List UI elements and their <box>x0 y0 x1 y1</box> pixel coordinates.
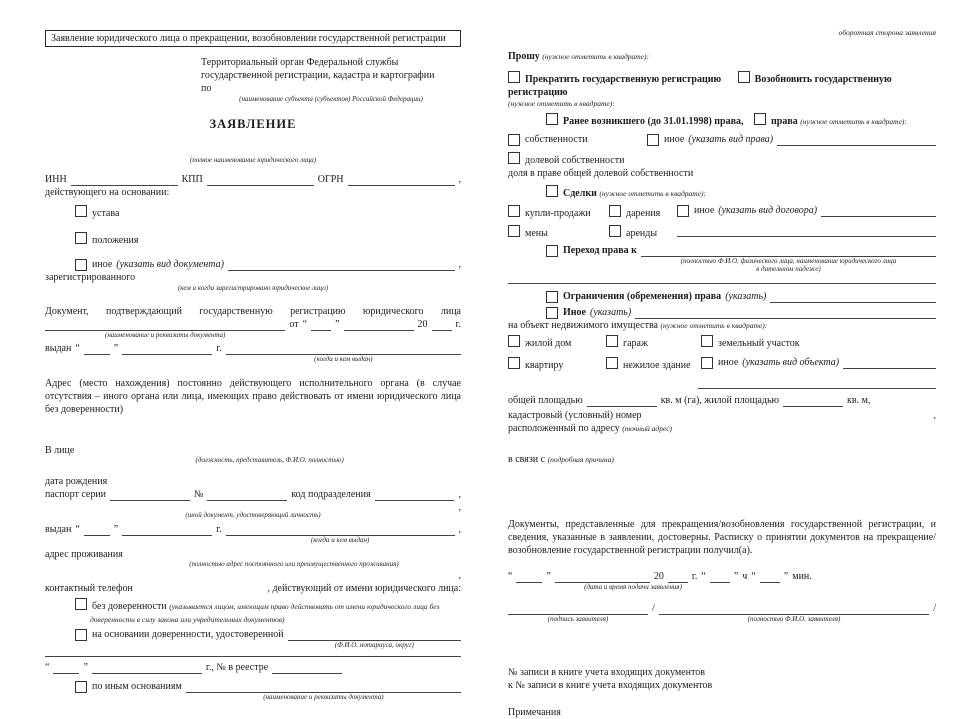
basis-option-regulation <box>75 231 461 247</box>
deals-label: Сделки <box>563 187 597 199</box>
exchange-option <box>508 224 609 240</box>
slash: / <box>652 602 655 614</box>
reestr-day-field[interactable] <box>53 661 79 674</box>
quote-mark: “ <box>751 571 756 582</box>
number-sign: № <box>193 488 204 500</box>
acting-label: , действующий от имени юридического лица: <box>267 583 461 594</box>
checkbox-zemelny-uchastok[interactable] <box>701 335 713 347</box>
year-field[interactable] <box>432 318 452 331</box>
minute-label: мин. <box>792 571 812 582</box>
signature-row <box>508 602 936 624</box>
g-label: г. <box>216 523 222 535</box>
sale-option <box>508 204 609 220</box>
area-row <box>508 394 936 407</box>
checkbox-kvartira[interactable] <box>508 357 520 369</box>
fio-field-wrap <box>659 602 929 624</box>
passport-row <box>45 488 461 501</box>
checkbox-nezhiloe-zdanie[interactable] <box>606 357 618 369</box>
kpp-label: КПП <box>181 173 203 185</box>
checkbox-dolevaya[interactable] <box>508 152 520 164</box>
deal-types-row-1 <box>508 204 936 220</box>
phone-label: контактный телефон <box>45 583 133 594</box>
poa-option <box>75 628 461 650</box>
rent-label: аренды <box>626 227 658 239</box>
issued-month-field[interactable] <box>122 342 212 355</box>
quote-mark: ” <box>113 523 119 535</box>
date-row <box>508 570 936 583</box>
restrictions-field[interactable] <box>770 290 936 303</box>
mark-hint: (нужное отметить в квадрате): <box>599 188 707 198</box>
kpp-field[interactable] <box>207 173 314 186</box>
signature-caption: (подпись заявителя) <box>547 614 609 623</box>
org-name-caption: (полное наименование юридического лица) <box>189 156 317 164</box>
reestr-number-field[interactable] <box>272 661 342 674</box>
proshu-line <box>508 50 936 63</box>
checkbox-meny[interactable] <box>508 225 520 237</box>
quote-mark: ” <box>733 571 739 582</box>
page-title: ЗАЯВЛЕНИЕ <box>209 116 297 131</box>
reestr-month-field[interactable] <box>92 661 202 674</box>
g-label: г. <box>691 571 698 582</box>
flat-label: квартиру <box>525 360 564 371</box>
day-field[interactable] <box>311 318 331 331</box>
comma: , <box>458 258 461 270</box>
authority-caption: (наименование субъекта (субъектов) Российской Федерации) <box>239 95 423 103</box>
spacer <box>816 570 936 582</box>
quote-mark: “ <box>701 571 706 582</box>
shared-label: долевой собственности <box>525 154 625 166</box>
gift-label: дарения <box>626 207 661 219</box>
doc-confirm-fields <box>45 318 461 340</box>
inoe-pravo-field[interactable] <box>777 133 936 146</box>
inn-kpp-ogrn-row <box>45 173 461 186</box>
birth-date-label: дата рождения <box>45 475 108 487</box>
date-caption: (дата и время подачи заявления) <box>584 583 682 591</box>
checkbox-vozobnovit[interactable] <box>738 71 750 83</box>
registered-caption: (кем и когда зарегистрировано юридическое лицо) <box>177 283 329 292</box>
checkbox-polozheniya[interactable] <box>75 232 87 244</box>
other-field[interactable] <box>635 306 936 319</box>
no-poa-label: без доверенности <box>92 601 167 612</box>
transfer-row <box>546 244 936 275</box>
checkbox-arendy[interactable] <box>609 225 621 237</box>
restrictions-row <box>546 290 936 303</box>
residence-caption: (полностью адрес постоянного или преимущественного проживания) <box>189 560 399 569</box>
v-litse-field[interactable] <box>78 444 461 456</box>
fio-caption: (полностью Ф.И.О. заявителя) <box>747 614 841 623</box>
inoy-dogovor-label: иное <box>694 204 715 216</box>
poa-label: на основании доверенности, удостоверенной <box>92 629 284 640</box>
id-issued-by-wrap <box>226 523 455 545</box>
id-issued-by-field[interactable] <box>226 523 455 536</box>
notes-label: Примечания <box>508 706 561 718</box>
transfer-label: Переход права к <box>563 244 637 256</box>
garage-option <box>606 334 701 350</box>
no-poa-option <box>75 597 461 626</box>
other-row <box>546 306 936 319</box>
page-back <box>508 0 936 719</box>
other-id-caption: (иной документ, удостоверяющий личность) <box>185 510 321 519</box>
mark-hint: (нужное отметить в квадрате): <box>660 321 768 330</box>
quote-mark: ” <box>113 343 119 355</box>
authority-name: Территориальный орган Федеральной службы государственной регистрации, кадастра и картографии <box>201 57 435 81</box>
unit-code-field[interactable] <box>375 488 455 501</box>
notary-field[interactable] <box>288 628 461 641</box>
quote-mark: ” <box>546 571 551 582</box>
land-label: земельный участок <box>718 338 800 349</box>
inn-label: ИНН <box>45 173 67 185</box>
slash: / <box>933 602 936 614</box>
reestr-row <box>45 661 461 674</box>
shared-ownership-row <box>508 151 936 167</box>
cadastre-row <box>508 409 936 422</box>
house-label: жилой дом <box>525 338 572 349</box>
checkbox-inoe-dokument[interactable] <box>75 259 87 271</box>
fio-field[interactable] <box>659 602 929 615</box>
proshu-label: Прошу <box>508 50 540 62</box>
checkbox-sdelki[interactable] <box>546 185 558 197</box>
year-20: 20 <box>417 318 428 330</box>
restrictions-label: Ограничения (обременения) права <box>563 291 722 302</box>
inoy-obekt-field[interactable] <box>843 356 936 369</box>
v-litse-caption: (должность, представитель, Ф.И.О. полностью) <box>195 456 344 464</box>
id-issued-by-caption: (когда и кем выдан) <box>310 535 370 544</box>
object-types-row-2 <box>508 356 936 372</box>
quote-mark: “ <box>75 343 80 355</box>
residence-field[interactable] <box>127 548 461 560</box>
early-label: Ранее возникшего (до 31.01.1998) права, <box>563 115 744 127</box>
other-label: Иное <box>563 307 586 318</box>
vydan-label: выдан <box>45 523 72 535</box>
g-label: г. <box>455 318 461 330</box>
docs-confirmation-paragraph: Документы, представленные для прекращения/возобновления государственной регистрации, и сведения, указанные в заявлении, достоверны. Расписку о принятии документов на прекращение/возобновление государственной регистрации получил(а). <box>508 519 936 556</box>
inoy-dogovor-hint: (указать вид договора) <box>718 204 818 216</box>
continuation-line[interactable] <box>45 656 461 657</box>
unit-code-label: код подразделения <box>291 488 371 500</box>
ot-label: от <box>289 318 299 330</box>
mark-hint: (нужное отметить в квадрате): <box>800 116 907 126</box>
checkbox-ogranicheniya[interactable] <box>546 291 558 303</box>
total-area-field[interactable] <box>587 394 657 407</box>
early-right-row <box>546 112 936 128</box>
back-side-note: оборотная сторона заявления <box>838 28 936 37</box>
id-issued-month-field[interactable] <box>122 523 212 536</box>
doc-name-caption: (наименование и реквизиты документа) <box>104 330 226 339</box>
passport-number-field[interactable] <box>207 488 287 501</box>
v-litse-row <box>45 444 461 465</box>
checkbox-inoe-2[interactable] <box>546 307 558 319</box>
vydan-label: выдан <box>45 343 72 355</box>
located-label: расположенный по адресу <box>508 423 620 434</box>
inoy-obekt-hint: (указать вид объекта) <box>742 357 840 368</box>
basis-option-other <box>75 258 461 271</box>
object-extra-line <box>508 376 936 389</box>
passport-series-field[interactable] <box>110 488 190 501</box>
cadastre-field[interactable] <box>646 409 930 421</box>
v-litse-field-wrap <box>78 444 461 465</box>
quote-mark: ” <box>83 661 88 673</box>
signature-field-wrap <box>508 602 648 624</box>
basis-label: действующего на основании: <box>45 186 170 198</box>
due-label: в связи с <box>508 454 546 465</box>
object-label: на объект недвижимого имущества <box>508 320 658 331</box>
inoe-dokument-field[interactable] <box>228 258 455 271</box>
record-number-line-1: № записи в книге учета входящих документов <box>508 666 705 678</box>
issued-by-caption: (когда и кем выдан) <box>314 355 373 364</box>
inoe-label: иное <box>92 258 113 270</box>
inoe-pravo-hint: (указать вид права) <box>688 133 774 145</box>
comma-line: , <box>458 570 461 581</box>
residence-label: адрес проживания <box>45 549 123 561</box>
deals-row <box>546 184 936 200</box>
exchange-label: мены <box>525 227 548 239</box>
form-title-box: Заявление юридического лица о прекращении, возобновлении государственной регистрации <box>45 30 461 47</box>
stop-resume-row <box>508 70 936 99</box>
checkbox-ranee-voznikshee[interactable] <box>546 113 558 125</box>
transfer-caption-2: в дательном падеже) <box>756 265 821 274</box>
object-line <box>508 319 936 332</box>
checkbox-bez-doverennosti[interactable] <box>75 598 87 610</box>
transfer-field[interactable] <box>641 244 936 257</box>
living-area-field[interactable] <box>783 394 843 407</box>
checkbox-prekratit[interactable] <box>508 71 520 83</box>
phone-row <box>45 582 461 595</box>
garage-label: гараж <box>623 338 648 349</box>
due-row <box>508 453 936 466</box>
passport-series-label: паспорт серии <box>45 488 107 500</box>
house-option <box>508 334 606 350</box>
checkbox-ustava[interactable] <box>75 205 87 217</box>
residence-field-wrap <box>127 548 461 569</box>
rent-option <box>609 224 677 240</box>
checkbox-inoy-obekt[interactable] <box>701 357 713 369</box>
due-hint: (подробная причина) <box>547 455 614 464</box>
other-grounds-option <box>75 680 461 702</box>
registered-label: зарегистрированного <box>45 271 136 283</box>
ogrn-label: ОГРН <box>317 173 344 185</box>
comma: , <box>458 488 461 500</box>
checkbox-dareniya[interactable] <box>609 205 621 217</box>
g-label: г. <box>216 343 222 355</box>
sale-label: купли-продажи <box>525 207 591 219</box>
doc-name-field[interactable] <box>45 318 285 331</box>
other-grounds-label: по иным основаниям <box>92 680 182 692</box>
doc-confirm-line: Документ, подтверждающий государственную регистрацию юридического лица <box>45 305 461 317</box>
comma: , <box>933 410 936 421</box>
submit-day-field[interactable] <box>516 570 542 583</box>
inoe-hint: (указать вид документа) <box>116 258 224 270</box>
deal-types-row-2 <box>508 224 936 240</box>
doc-name-field-wrap <box>45 318 285 340</box>
no-poa-hint: (указывается лицом, имеющим право действовать от имени юридического лица без доверенности в силу закона или учредительных документов) <box>90 602 440 624</box>
cadastre-label: кадастровый (условный) номер <box>508 410 642 421</box>
inoy-dogovor-field[interactable] <box>821 204 936 217</box>
issued-day-field[interactable] <box>84 342 110 355</box>
phone-field[interactable] <box>137 582 264 594</box>
area-label-1: общей площадью <box>508 395 583 406</box>
comma: , <box>458 173 461 185</box>
mark-hint: (нужное отметить в квадрате): <box>508 98 615 108</box>
comma-line: , <box>458 501 461 513</box>
prava-label: права <box>771 115 798 127</box>
polozheniya-label: положения <box>92 234 139 246</box>
mark-hint: (нужное отметить в квадрате): <box>542 51 649 61</box>
ownership-label: собственности <box>525 133 588 145</box>
checkbox-prava[interactable] <box>754 113 766 125</box>
located-hint: (точный адрес) <box>622 424 673 433</box>
checkbox-doverennost[interactable] <box>75 629 87 641</box>
other-grounds-field[interactable] <box>186 680 461 693</box>
checkbox-sobstvennost[interactable] <box>508 134 520 146</box>
year-20: 20 <box>653 571 664 582</box>
area-label-2: кв. м (га), жилой площадью <box>660 395 779 406</box>
page-front <box>45 0 461 702</box>
month-field[interactable] <box>344 318 414 331</box>
inoe-pravo-label: иное <box>664 133 685 145</box>
ustava-label: устава <box>92 207 120 219</box>
record-number-line-2: к № записи в книге учета входящих документов <box>508 679 713 691</box>
flat-option <box>508 356 606 372</box>
authority-block <box>201 56 461 104</box>
section-divider <box>508 283 936 284</box>
ogrn-field[interactable] <box>348 173 455 186</box>
authority-po: по <box>201 83 212 94</box>
issued-by-field-wrap <box>226 342 461 364</box>
quote-mark: ” <box>783 571 789 582</box>
checkbox-inye-osnovaniya[interactable] <box>75 681 87 693</box>
comma: , <box>458 523 461 535</box>
stop-label: Прекратить государственную регистрацию <box>525 73 722 85</box>
land-option <box>701 334 800 350</box>
resume-label: Возобновить государственную регистрацию <box>508 73 892 98</box>
object-types-row-1 <box>508 334 936 350</box>
checkbox-inoy-dogovor[interactable] <box>677 205 689 217</box>
date-block <box>508 570 936 592</box>
checkbox-inoe-pravo[interactable] <box>647 134 659 146</box>
share-note: доля в праве общей долевой собственности <box>508 167 694 179</box>
submit-hour-field[interactable] <box>710 570 730 583</box>
notary-caption: (Ф.И.О. нотариуса, округ) <box>334 641 414 649</box>
submit-minute-field[interactable] <box>760 570 780 583</box>
v-litse-label: В лице <box>45 445 75 456</box>
address-paragraph: Адрес (место нахождения) постоянно действующего исполнительного органа (в случае отсутствия – иного органа или лица, имеющих право действовать от имени юридического лица без доверенности) <box>45 378 461 415</box>
ownership-row <box>508 133 936 146</box>
id-issued-row <box>45 523 461 545</box>
id-issued-day-field[interactable] <box>84 523 110 536</box>
reestr-label: г., № в реестре <box>205 661 269 673</box>
hour-label: ч <box>742 571 748 582</box>
checkbox-zhiloy-dom[interactable] <box>508 335 520 347</box>
quote-mark: “ <box>75 523 80 535</box>
doc-issued-row <box>45 342 461 364</box>
submit-month-field[interactable] <box>555 570 650 583</box>
transfer-field-wrap <box>641 244 936 275</box>
residence-row <box>45 548 461 569</box>
gift-option <box>609 204 677 220</box>
area-label-3: кв. м, <box>847 395 871 406</box>
quote-mark: “ <box>508 571 513 582</box>
checkbox-garazh[interactable] <box>606 335 618 347</box>
inoy-obekt-label: иное <box>718 357 739 368</box>
ukazat-hint: (указать) <box>589 307 632 318</box>
other-grounds-caption: (наименование и реквизиты документа) <box>263 692 384 701</box>
deal-extra-field[interactable] <box>677 224 936 237</box>
nonres-label: нежилое здание <box>623 360 691 371</box>
issued-by-field[interactable] <box>226 342 461 355</box>
ukazat-hint: (указать) <box>725 291 767 302</box>
inn-field[interactable] <box>71 173 178 186</box>
checkbox-kupli-prodazhi[interactable] <box>508 205 520 217</box>
notary-field-wrap <box>288 628 461 650</box>
nonres-option <box>606 356 701 372</box>
other-grounds-field-wrap <box>186 680 461 702</box>
checkbox-perekhod-prava[interactable] <box>546 245 558 257</box>
located-row <box>508 422 936 435</box>
basis-option-charter <box>75 204 461 220</box>
quote-mark: ” <box>335 318 340 330</box>
submit-year-field[interactable] <box>668 570 688 583</box>
transfer-caption-1: (полностью Ф.И.О. физического лица, наименование юридического лица <box>680 256 897 265</box>
quote-mark: “ <box>302 318 308 330</box>
signature-field[interactable] <box>508 602 648 615</box>
quote-mark: “ <box>45 661 50 673</box>
object-extra-field[interactable] <box>698 376 936 389</box>
